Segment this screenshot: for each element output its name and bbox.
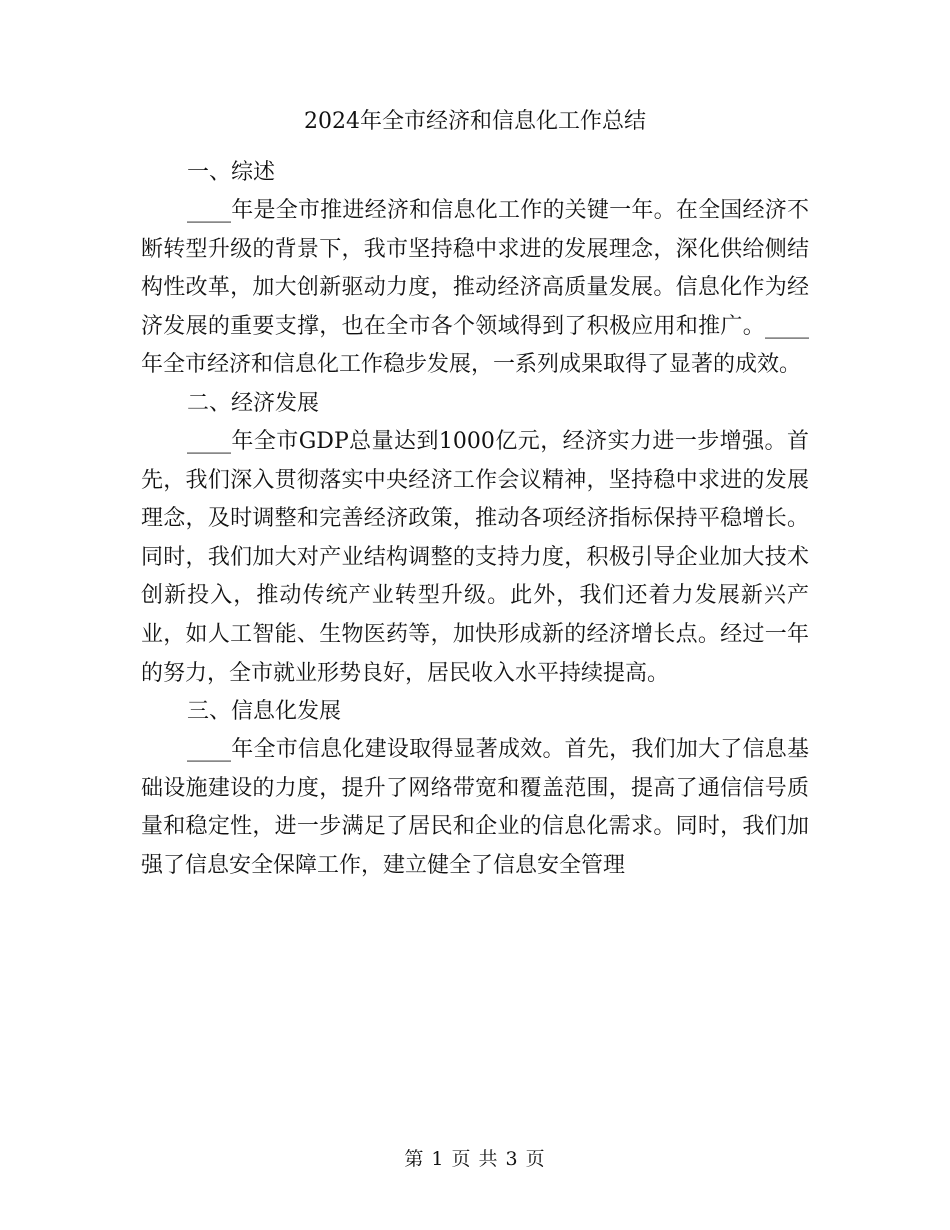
page-number-footer: 第 1 页 共 3 页 xyxy=(404,1148,546,1170)
section-heading: 三、信息化发展 xyxy=(187,699,342,725)
document-title: 2024年全市经济和信息化工作总结 xyxy=(304,109,646,134)
section-heading: 二、经济发展 xyxy=(187,390,320,416)
section-informatization xyxy=(141,693,809,885)
document-body xyxy=(141,154,809,886)
section-heading: 一、综述 xyxy=(187,160,276,185)
section-economic-development xyxy=(141,385,809,693)
section-paragraph: ____年是全市推进经济和信息化工作的关键一年。在全国经济不断转型升级的背景下，我市坚持稳中求进的发展理念，深化供给侧结构性改革，加大创新驱动力度，推动经济高质量发展。信息化作为经济发展的重要支撑，也在全市各个领域得到了积极应用和推广。____年全市经济和信息化工作稳步发展，一系列成果取得了显著的成效。 xyxy=(141,198,809,378)
section-paragraph: ____年全市GDP总量达到1000亿元，经济实力进一步增强。首先，我们深入贯彻落实中央经济工作会议精神，坚持稳中求进的发展理念，及时调整和完善经济政策，推动各项经济指标保持平稳增长。同时，我们加大对产业结构调整的支持力度，积极引导企业加大技术创新投入，推动传统产业转型升级。此外，我们还着力发展新兴产业，如人工智能、生物医药等，加快形成新的经济增长点。经过一年的努力，全市就业形势良好，居民收入水平持续提高。 xyxy=(141,428,809,686)
section-paragraph: ____年全市信息化建设取得显著成效。首先，我们加大了信息基础设施建设的力度，提升了网络带宽和覆盖范围，提高了通信信号质量和稳定性，进一步满足了居民和企业的信息化需求。同时，我们加强了信息安全保障工作，建立健全了信息安全管理 xyxy=(141,737,809,878)
section-overview xyxy=(141,154,809,385)
